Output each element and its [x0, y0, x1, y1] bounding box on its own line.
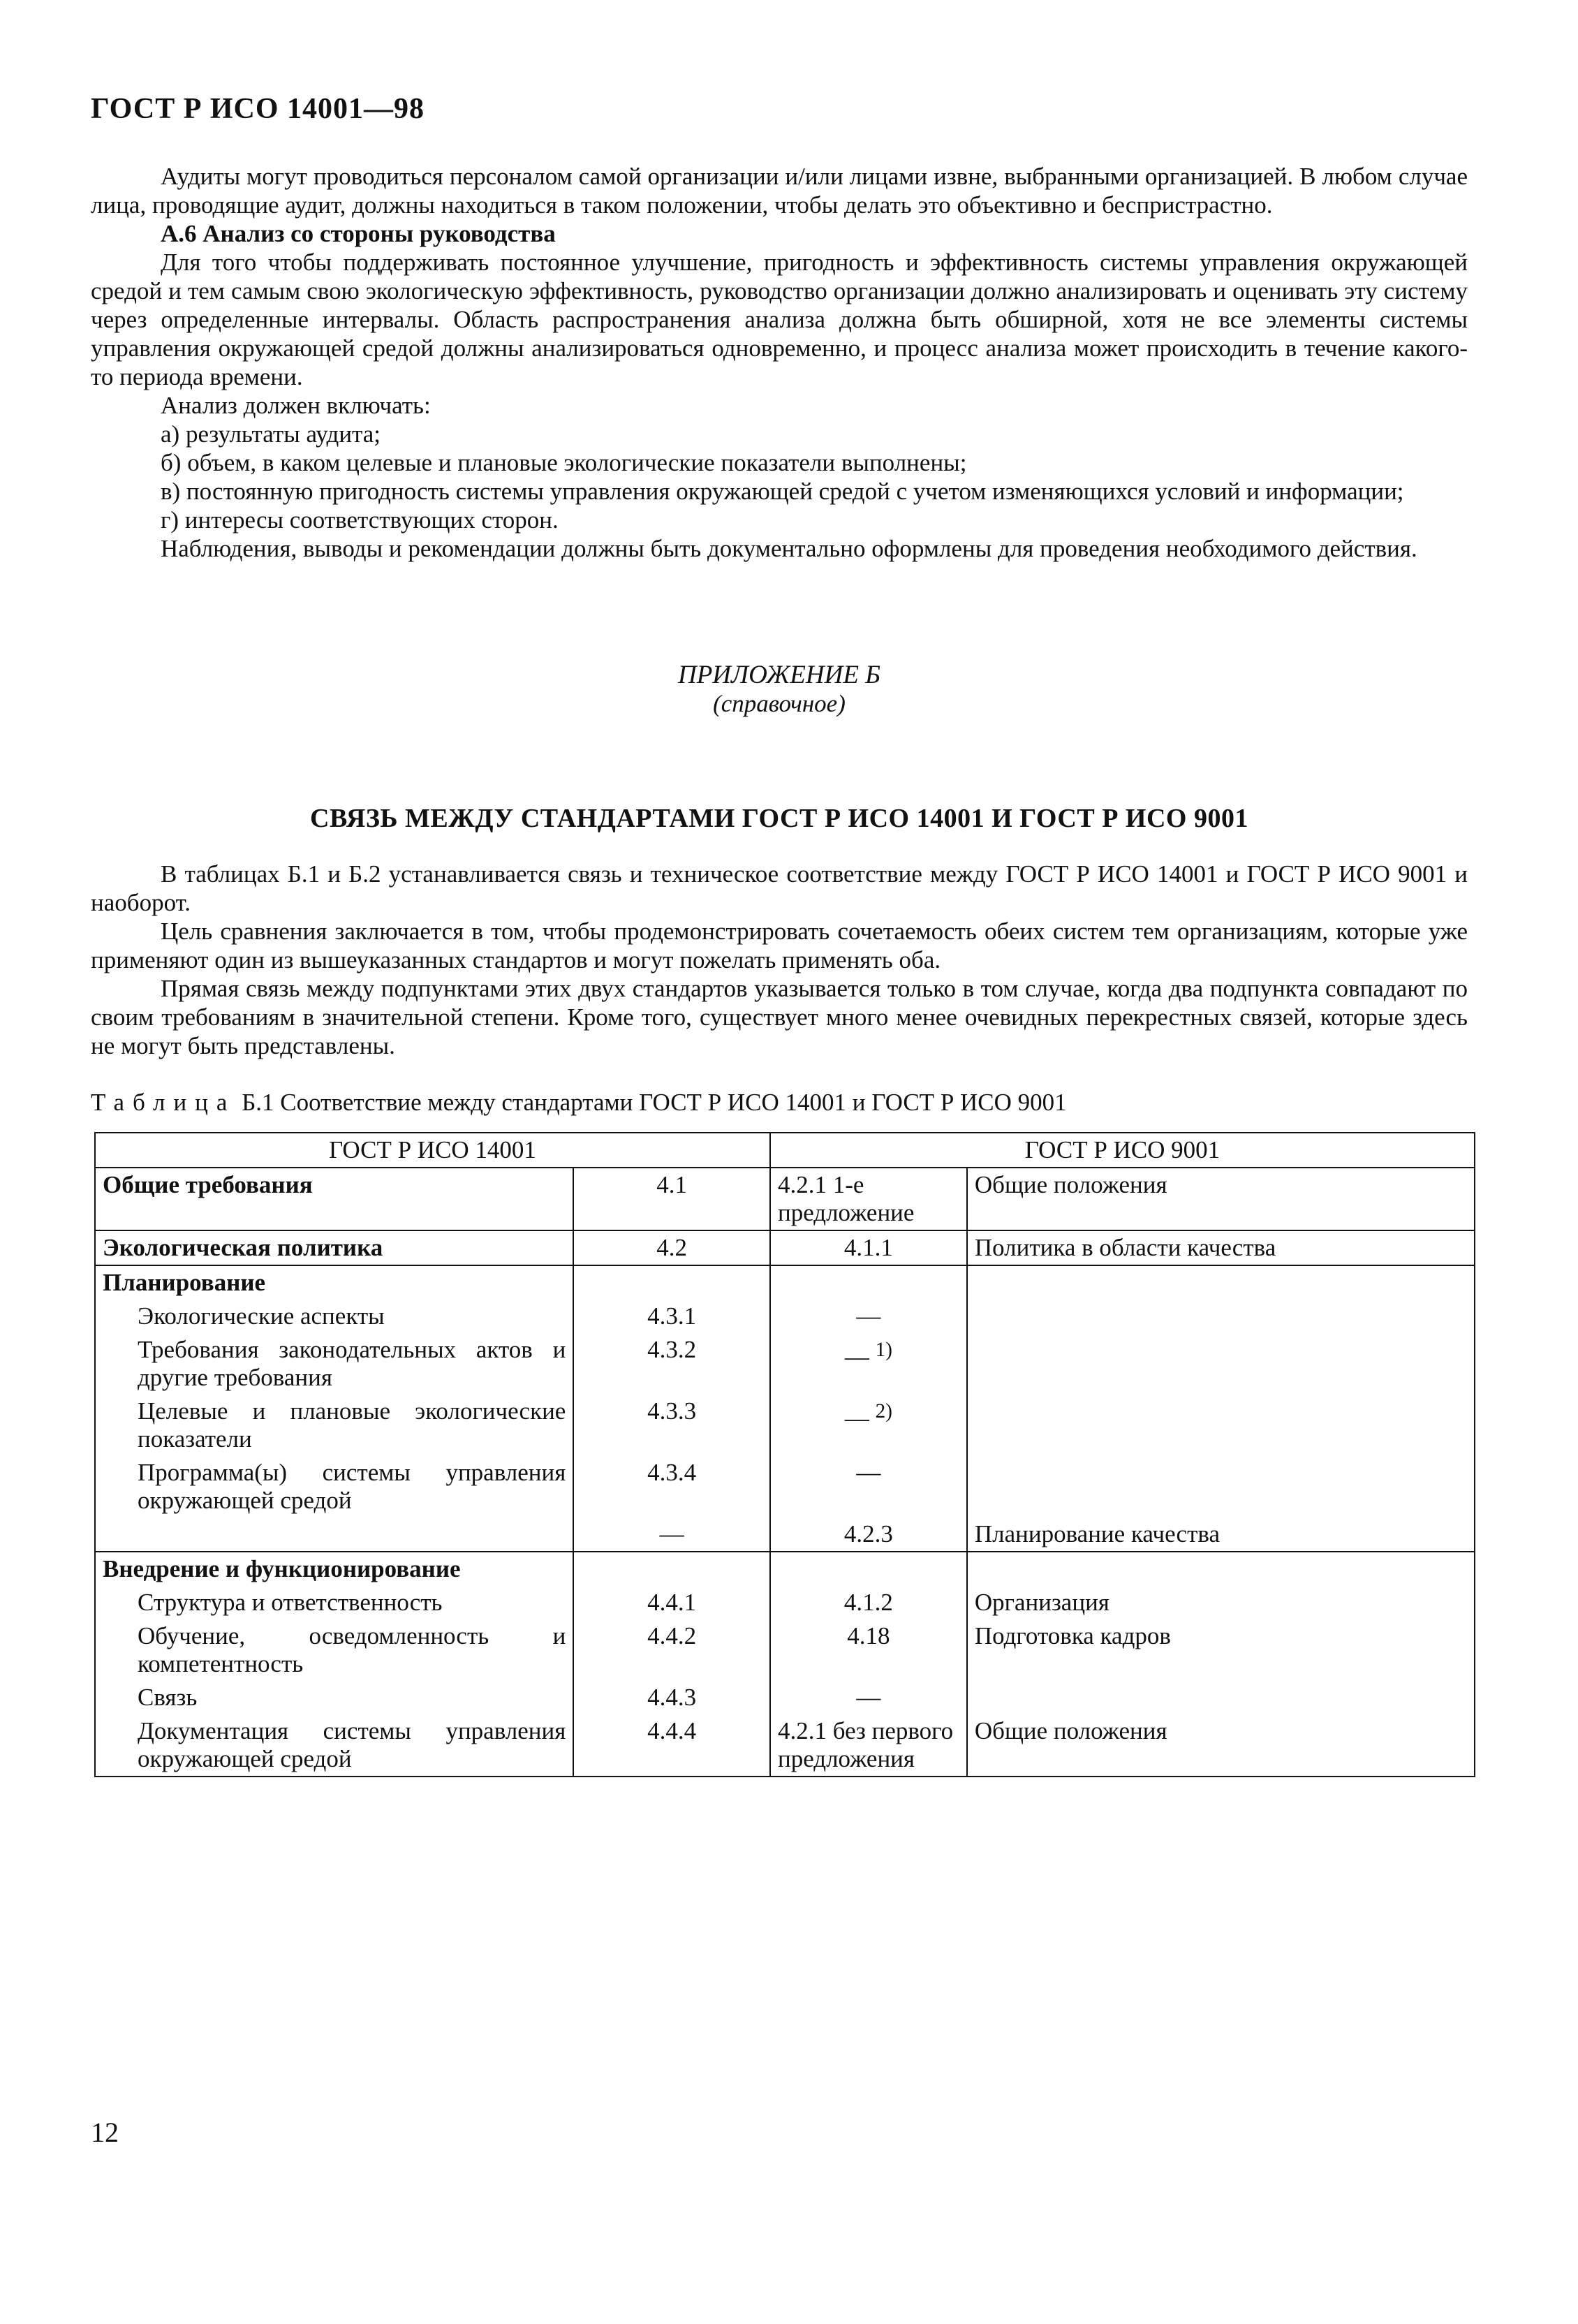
table-caption [91, 1088, 1468, 1117]
cell-empty [967, 1552, 1475, 1586]
cell-9001-number: 4.2.1 без первого предложения [770, 1714, 967, 1777]
cell-14001-number: — [573, 1517, 770, 1552]
running-header: ГОСТ Р ИСО 14001—98 [91, 93, 425, 125]
list-item: б) объем, в каком целевые и плановые экологические показатели выполнены; [161, 449, 967, 476]
cell-9001-name: Организация [967, 1586, 1475, 1619]
paragraph-closing: Наблюдения, выводы и рекомендации должны быть документально оформлены для проведения необходимого действия. [161, 535, 1417, 562]
cell-14001-number: 4.4.2 [573, 1619, 770, 1681]
cell-clause-name: Требования законодательных актов и другие требования [95, 1333, 573, 1395]
cell-9001-number: 4.1.1 [770, 1230, 967, 1265]
cell-14001-number: 4.4.4 [573, 1714, 770, 1777]
table-row [95, 1681, 1475, 1714]
cell-9001-number: — [770, 1300, 967, 1333]
cell-clause-name: Документация системы управления окружающей средой [95, 1714, 573, 1777]
cell-clause-name: Целевые и плановые экологические показатели [95, 1395, 573, 1456]
cell-empty [967, 1333, 1475, 1395]
cell-14001-number: 4.3.3 [573, 1395, 770, 1456]
cell-14001-number: 4.3.4 [573, 1456, 770, 1517]
cell-clause-name: Общие требования [95, 1168, 573, 1230]
cell-empty [967, 1300, 1475, 1333]
table-row [95, 1456, 1475, 1517]
cell-clause-name: Связь [95, 1681, 573, 1714]
cell-9001-number [770, 1395, 967, 1456]
cell-empty [967, 1456, 1475, 1517]
cell-section-planning: Планирование [95, 1265, 573, 1300]
cell-empty [967, 1265, 1475, 1300]
correspondence-table [94, 1132, 1475, 1777]
column-header-14001: ГОСТ Р ИСО 14001 [95, 1133, 770, 1168]
table-row [95, 1586, 1475, 1619]
cell-9001-name: Общие положения [967, 1168, 1475, 1230]
cell-14001-number: 4.4.3 [573, 1681, 770, 1714]
column-header-9001: ГОСТ Р ИСО 9001 [770, 1133, 1475, 1168]
table-row [95, 1230, 1475, 1265]
appendix-paragraph: В таблицах Б.1 и Б.2 устанавливается связь и техническое соответствие между ГОСТ Р ИСО 14001 и ГОСТ Р ИСО 9001 и наоборот. [91, 860, 1468, 916]
cell-clause-name: Программа(ы) системы управления окружающей средой [95, 1456, 573, 1517]
table-caption-text: Б.1 Соответствие между стандартами ГОСТ Р ИСО 14001 и ГОСТ Р ИСО 9001 [242, 1089, 1067, 1116]
cell-empty [95, 1517, 573, 1552]
page-number: 12 [91, 2117, 119, 2148]
cell-section-implementation: Внедрение и функционирование [95, 1552, 573, 1586]
footnote-mark: 1) [875, 1339, 892, 1361]
table-header-row [95, 1133, 1475, 1168]
cell-9001-name: Подготовка кадров [967, 1619, 1475, 1681]
dash: — [844, 1404, 869, 1432]
paragraph-audits: Аудиты могут проводиться персоналом самой организации и/или лицами извне, выбранными организацией. В любом случае лица, проводящие аудит, должны находиться в таком положении, чтобы делать это объективно и беспристрастно. [91, 163, 1468, 219]
table-row [95, 1300, 1475, 1333]
cell-9001-name: Политика в области качества [967, 1230, 1475, 1265]
cell-14001-number: 4.3.1 [573, 1300, 770, 1333]
cell-14001-number: 4.1 [573, 1168, 770, 1230]
cell-14001-number: 4.2 [573, 1230, 770, 1265]
cell-empty [770, 1552, 967, 1586]
footnote-mark: 2) [875, 1400, 892, 1422]
paragraph-list-intro: Анализ должен включать: [161, 392, 431, 419]
table-row [95, 1168, 1475, 1230]
cell-9001-name: Планирование качества [967, 1517, 1475, 1552]
list-item: г) интересы соответствующих сторон. [161, 506, 559, 534]
appendix-paragraph: Прямая связь между подпунктами этих двух стандартов указывается только в том случае, когда два подпункта совпадают по своим требованиям в значительной степени. Кроме того, существует много менее очевидных перекрестных связей, которые здесь не могут быть представлены. [91, 975, 1468, 1059]
cell-9001-number: 4.18 [770, 1619, 967, 1681]
appendix-main-title: СВЯЗЬ МЕЖДУ СТАНДАРТАМИ ГОСТ Р ИСО 14001 И ГОСТ Р ИСО 9001 [310, 804, 1248, 833]
cell-clause-name: Структура и ответственность [95, 1586, 573, 1619]
cell-clause-name: Обучение, осведомленность и компетентность [95, 1619, 573, 1681]
table-row [95, 1517, 1475, 1552]
cell-empty [573, 1265, 770, 1300]
table-caption-label: Таблица [91, 1089, 236, 1116]
table-row [95, 1552, 1475, 1586]
list-item: а) результаты аудита; [161, 420, 381, 448]
table-row [95, 1265, 1475, 1300]
cell-empty [770, 1265, 967, 1300]
cell-9001-number [770, 1333, 967, 1395]
cell-empty [573, 1552, 770, 1586]
cell-14001-number: 4.3.2 [573, 1333, 770, 1395]
cell-clause-name: Экологическая политика [95, 1230, 573, 1265]
cell-9001-number: 4.2.1 1-е предложение [770, 1168, 967, 1230]
appendix-title: ПРИЛОЖЕНИЕ Б [677, 661, 881, 689]
table-row [95, 1619, 1475, 1681]
cell-9001-number: — [770, 1456, 967, 1517]
appendix-subtitle: (справочное) [713, 690, 846, 717]
document-body [91, 162, 1468, 1777]
cell-9001-number: 4.1.2 [770, 1586, 967, 1619]
table-row [95, 1395, 1475, 1456]
cell-clause-name: Экологические аспекты [95, 1300, 573, 1333]
cell-empty [967, 1395, 1475, 1456]
cell-14001-number: 4.4.1 [573, 1586, 770, 1619]
table-row [95, 1714, 1475, 1777]
list-item: в) постоянную пригодность системы управления окружающей средой с учетом изменяющихся условий и информации; [161, 478, 1404, 505]
cell-9001-number: 4.2.3 [770, 1517, 967, 1552]
paragraph-review-intro: Для того чтобы поддерживать постоянное улучшение, пригодность и эффективность системы управления окружающей средой и тем самым свою экологическую эффективность, руководство организации должно анализировать и оценивать эту систему через определенные интервалы. Область распространения анализа должна быть обширной, хотя не все элементы системы управления окружающей средой должны анализироваться одновременно, и процесс анализа может происходить в течение какого-то периода времени. [91, 249, 1468, 390]
dash: — [844, 1343, 869, 1371]
section-heading-a6: А.6 Анализ со стороны руководства [161, 220, 556, 247]
cell-empty [967, 1681, 1475, 1714]
appendix-paragraph: Цель сравнения заключается в том, чтобы продемонстрировать сочетаемость обеих систем тем организациям, которые уже применяют один из вышеуказанных стандартов и могут пожелать применять оба. [91, 918, 1468, 973]
cell-9001-number: — [770, 1681, 967, 1714]
table-row [95, 1333, 1475, 1395]
cell-9001-name: Общие положения [967, 1714, 1475, 1777]
